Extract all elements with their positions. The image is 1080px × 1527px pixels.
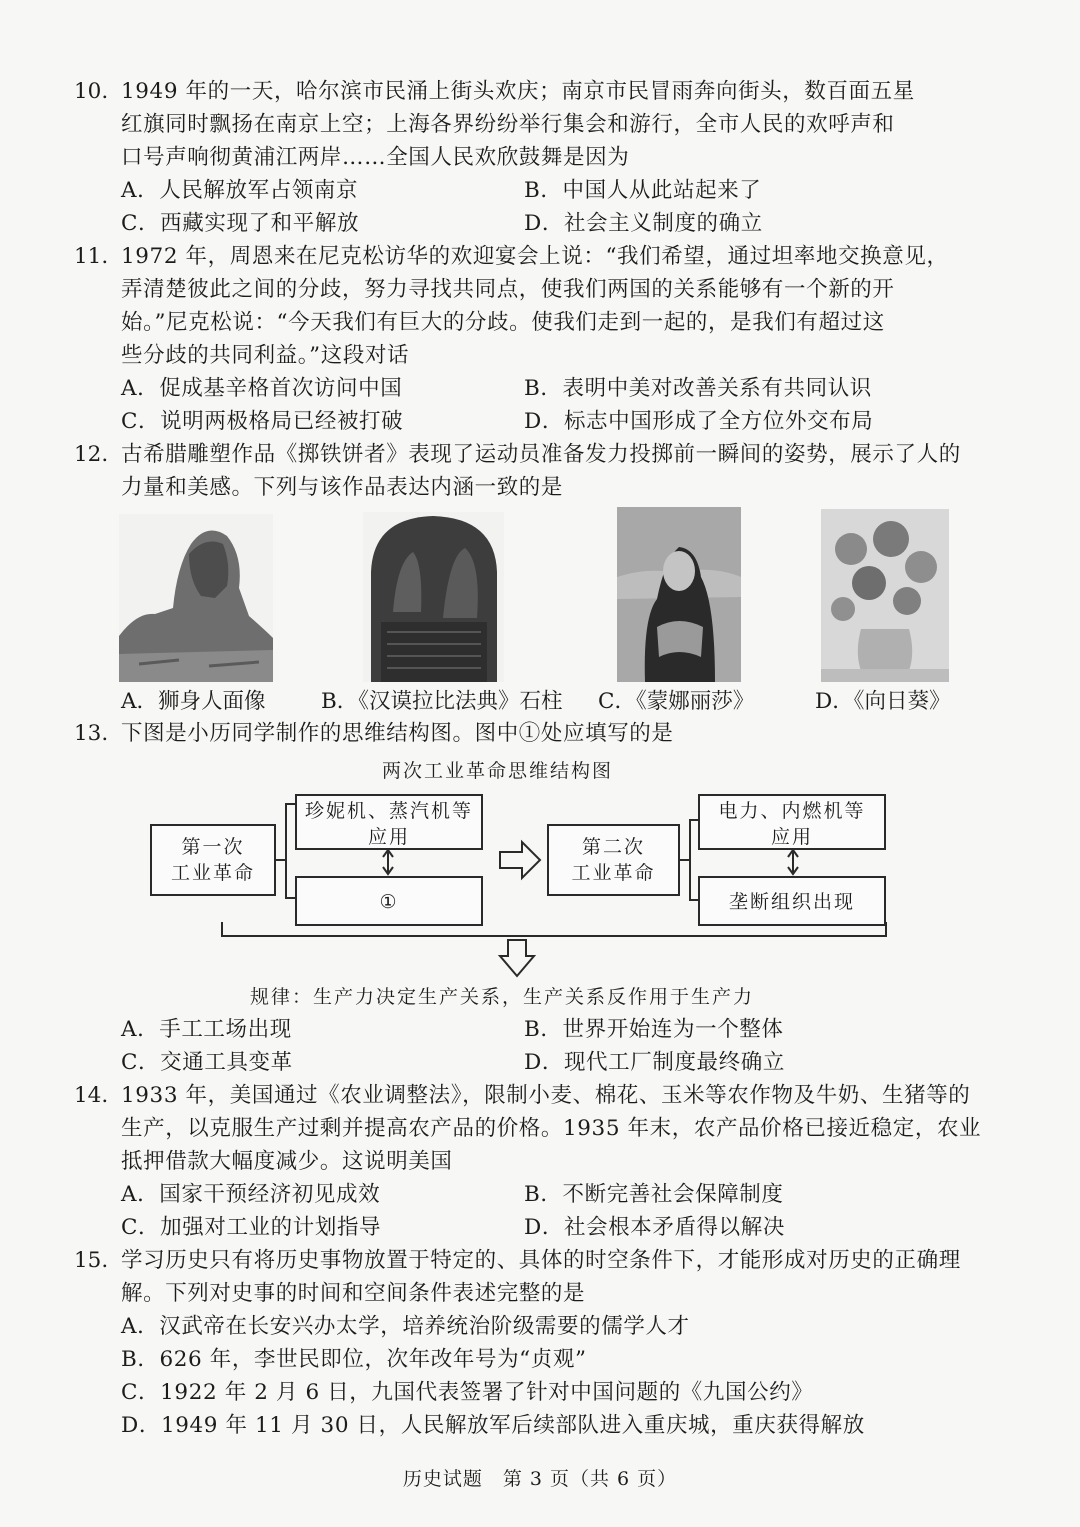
option-c: C．《蒙娜丽莎》 [598,689,755,714]
box-line: 第二次 [581,836,645,858]
option-a: A．国家干预经济初见成效 [121,1182,381,1207]
question-text-line: 抵押借款大幅度减少。这说明美国 [121,1149,453,1174]
box-line: 工业革命 [571,862,656,884]
question-text-line: 口号声响彻黄浦江两岸……全国人民欢欣鼓舞是因为 [121,145,630,170]
question-text-line: 学习历史只有将历史事物放置于特定的、具体的时空条件下，才能形成对历史的正确理 [121,1248,961,1273]
question-number: 10. [74,79,109,104]
option-c: C．1922 年 2 月 6 日，九国代表签署了针对中国问题的《九国公约》 [121,1380,814,1405]
option-b: B．不断完善社会保障制度 [524,1182,784,1207]
question-text-line: 始。”尼克松说：“今天我们有巨大的分歧。使我们走到一起的，是我们有超过这 [121,310,885,335]
box-line: 应用 [367,826,410,848]
box-line: 电力、内燃机等 [718,800,866,822]
option-a: A．汉武帝在长安兴办太学，培养统治阶级需要的儒学人才 [121,1314,690,1339]
question-text-line: 古希腊雕塑作品《掷铁饼者》表现了运动员准备发力投掷前一瞬间的姿势，展示了人的 [121,442,961,467]
box-line: 应用 [770,826,813,848]
question-text-line: 解。下列对史事的时间和空间条件表述完整的是 [121,1281,586,1306]
diagram-rule: 规律：生产力决定生产关系，生产关系反作用于生产力 [250,986,755,1008]
option-c: C．说明两极格局已经被打破 [121,409,404,434]
option-a: A．狮身人面像 [121,689,266,714]
option-d: D．社会根本矛盾得以解决 [524,1215,785,1240]
question-number: 11. [74,244,109,269]
option-b: B．表明中美对改善关系有共同认识 [524,376,872,401]
question-text-line: 弄清楚彼此之间的分歧，努力寻找共同点，使我们两国的关系能够有一个新的开 [121,277,895,302]
question-text-line: 1949 年的一天，哈尔滨市民涌上街头欢庆；南京市民冒雨奔向街头，数百面五星 [121,79,915,104]
first-revolution-box [150,824,276,896]
option-d: D．1949 年 11 月 30 日，人民解放军后续部队进入重庆城，重庆获得解放 [121,1413,865,1438]
question-text-line: 1972 年，周恩来在尼克松访华的欢迎宴会上说：“我们希望，通过坦率地交换意见， [121,244,949,269]
question-text-line: 生产，以克服生产过剩并提高农产品的价格。1935 年末，农产品价格已接近稳定，农业 [121,1116,982,1141]
option-a: A．手工工场出现 [121,1017,292,1042]
option-d: D．社会主义制度的确立 [524,211,763,236]
question-number: 13. [74,721,109,746]
box-line: 珍妮机、蒸汽机等 [304,800,473,822]
option-b: B．《汉谟拉比法典》石柱 [321,689,563,714]
option-a: A．促成基辛格首次访问中国 [121,376,403,401]
second-revolution-tech-box [698,794,886,850]
question-text-line: 力量和美感。下列与该作品表达内涵一致的是 [121,475,564,500]
option-c: C．交通工具变革 [121,1050,293,1075]
question-number: 15. [74,1248,109,1273]
question-number: 12. [74,442,109,467]
option-b: B．中国人从此站起来了 [524,178,762,203]
option-d: D．现代工厂制度最终确立 [524,1050,785,1075]
option-c: C．西藏实现了和平解放 [121,211,360,236]
question-text-line: 1933 年，美国通过《农业调整法》，限制小麦、棉花、玉米等农作物及牛奶、生猪等的 [121,1083,971,1108]
option-d: D．《向日葵》 [815,689,951,714]
monopoly-box [698,876,886,926]
first-revolution-tech-box [295,794,483,850]
box-line: 垄断组织出现 [728,891,855,913]
second-revolution-box [547,824,680,896]
blank-marker: ① [379,891,399,913]
option-b: B．626 年，李世民即位，次年改年号为“贞观” [121,1347,587,1372]
question-text-line: 下图是小历同学制作的思维结构图。图中①处应填写的是 [121,721,674,746]
blank-1-box [295,876,483,926]
box-line: 第一次 [181,836,245,858]
option-d: D．标志中国形成了全方位外交布局 [524,409,874,434]
option-a: A．人民解放军占领南京 [121,178,359,203]
diagram-title: 两次工业革命思维结构图 [382,760,614,782]
question-number: 14. [74,1083,109,1108]
question-text-line: 些分歧的共同利益。”这段对话 [121,343,410,368]
page-footer: 历史试题 第 3 页（共 6 页） [402,1468,678,1490]
box-line: 工业革命 [170,862,255,884]
option-b: B．世界开始连为一个整体 [524,1017,784,1042]
question-text-line: 红旗同时飘扬在南京上空；上海各界纷纷举行集会和游行，全市人民的欢呼声和 [121,112,895,137]
option-c: C．加强对工业的计划指导 [121,1215,382,1240]
